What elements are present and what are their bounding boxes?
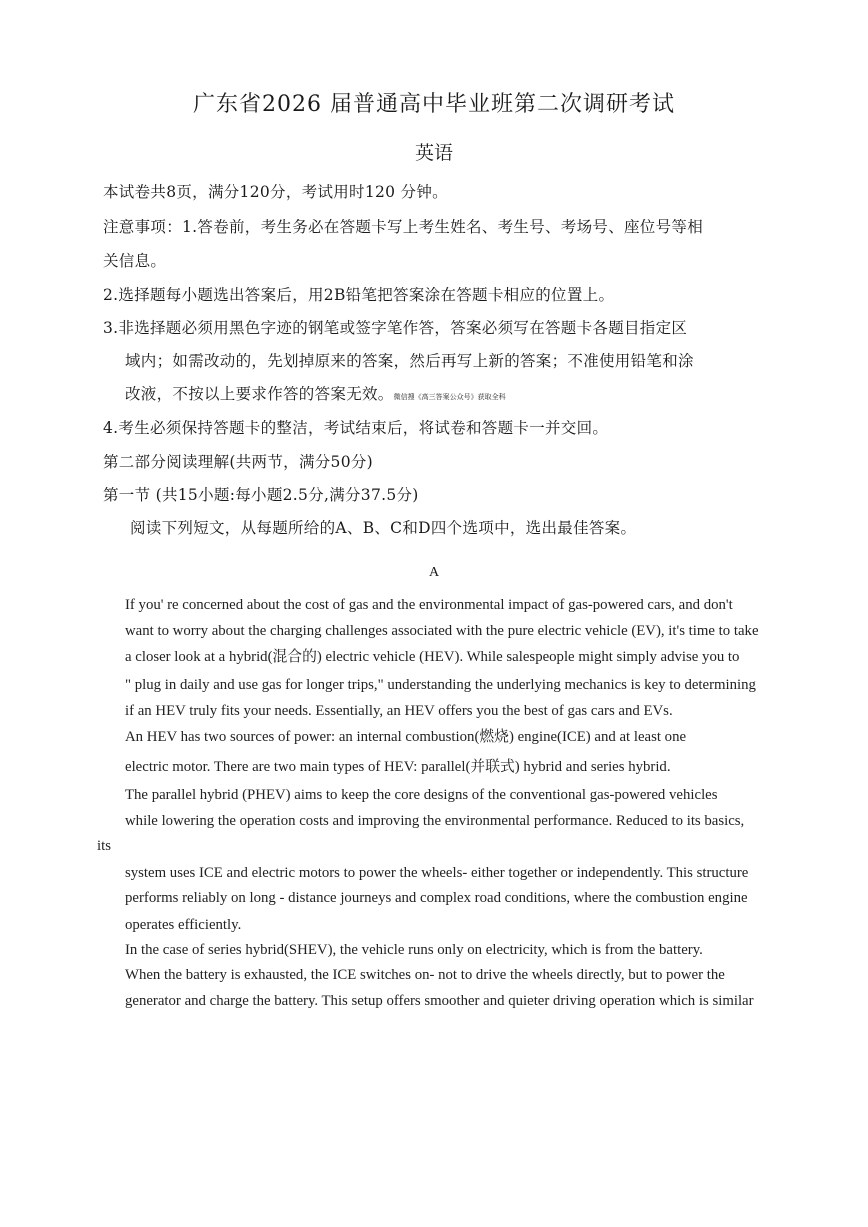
passage-line: if an HEV truly fits your needs. Essentially, an HEV offers you the best of gas cars and EVs. (125, 703, 673, 719)
note-4: 4.考生必须保持答题卡的整洁，考试结束后，将试卷和答题卡一并交回。 (103, 419, 609, 437)
reading-directions: 阅读下列短文，从每题所给的A、B、C和D四个选项中，选出最佳答案。 (130, 519, 637, 537)
section-title: 第一节 (共15小题:每小题2.5分,满分37.5分) (103, 486, 419, 504)
passage-line: An HEV has two sources of power: an internal combustion(燃烧) engine(ICE) and at least one (125, 729, 687, 745)
note-3-text: 改液，不按以上要求作答的答案无效。 (125, 385, 394, 403)
passage-line: The parallel hybrid (PHEV) aims to keep the core designs of the conventional gas-powered vehicles (125, 787, 718, 803)
passage-line: operates efficiently. (125, 917, 242, 933)
part-title: 第二部分阅读理解(共两节，满分50分) (103, 453, 374, 471)
passage-line: a closer look at a hybrid(混合的) electric vehicle (HEV). While salespeople might simply advise you to (125, 649, 740, 665)
note-1-line-2: 关信息。 (103, 252, 167, 270)
note-3-line-3 (125, 383, 506, 408)
passage-line: while lowering the operation costs and improving the environmental performance. Reduced to its basics, (125, 813, 745, 829)
passage-line: In the case of series hybrid(SHEV), the vehicle runs only on electricity, which is from the battery. (125, 942, 703, 958)
passage-line: want to worry about the charging challenges associated with the pure electric vehicle (EV), it's time to take (125, 623, 759, 639)
exam-title: 广东省2026 届普通高中毕业班第二次调研考试 (193, 92, 675, 117)
note-3-line-1: 3.非选择题必须用黑色字迹的钢笔或签字笔作答，答案必须写在答题卡各题目指定区 (103, 319, 688, 337)
watermark-note: 微信搜《高三答案公众号》获取全科 (393, 393, 506, 401)
passage-line: electric motor. There are two main types of HEV: parallel(并联式) hybrid and series hybrid. (125, 759, 671, 775)
note-3-line-2: 域内；如需改动的，先划掉原来的答案，然后再写上新的答案；不准使用铅笔和涂 (125, 352, 694, 370)
note-2: 2.选择题每小题选出答案后，用2B铅笔把答案涂在答题卡相应的位置上。 (103, 286, 615, 304)
passage-label: A (428, 565, 440, 580)
passage-line: If you' re concerned about the cost of gas and the environmental impact of gas-powered cars, and don't (125, 597, 733, 613)
note-1-line-1: 注意事项：1.答卷前，考生务必在答题卡写上考生姓名、考生号、考场号、座位号等相 (103, 218, 703, 236)
passage-line: performs reliably on long - distance journeys and complex road conditions, where the combustion engine (125, 890, 748, 906)
passage-line: " plug in daily and use gas for longer trips," understanding the underlying mechanics is key to determining (125, 677, 756, 693)
passage-line: When the battery is exhausted, the ICE switches on- not to drive the wheels directly, but to power the (125, 967, 725, 983)
passage-line: generator and charge the battery. This setup offers smoother and quieter driving operation which is similar (125, 993, 754, 1009)
passage-line: system uses ICE and electric motors to power the wheels- either together or independently. This structure (125, 865, 749, 881)
exam-intro: 本试卷共8页，满分120分，考试用时120 分钟。 (103, 183, 448, 201)
passage-line: its (97, 838, 111, 854)
subject-heading: 英语 (414, 142, 453, 164)
